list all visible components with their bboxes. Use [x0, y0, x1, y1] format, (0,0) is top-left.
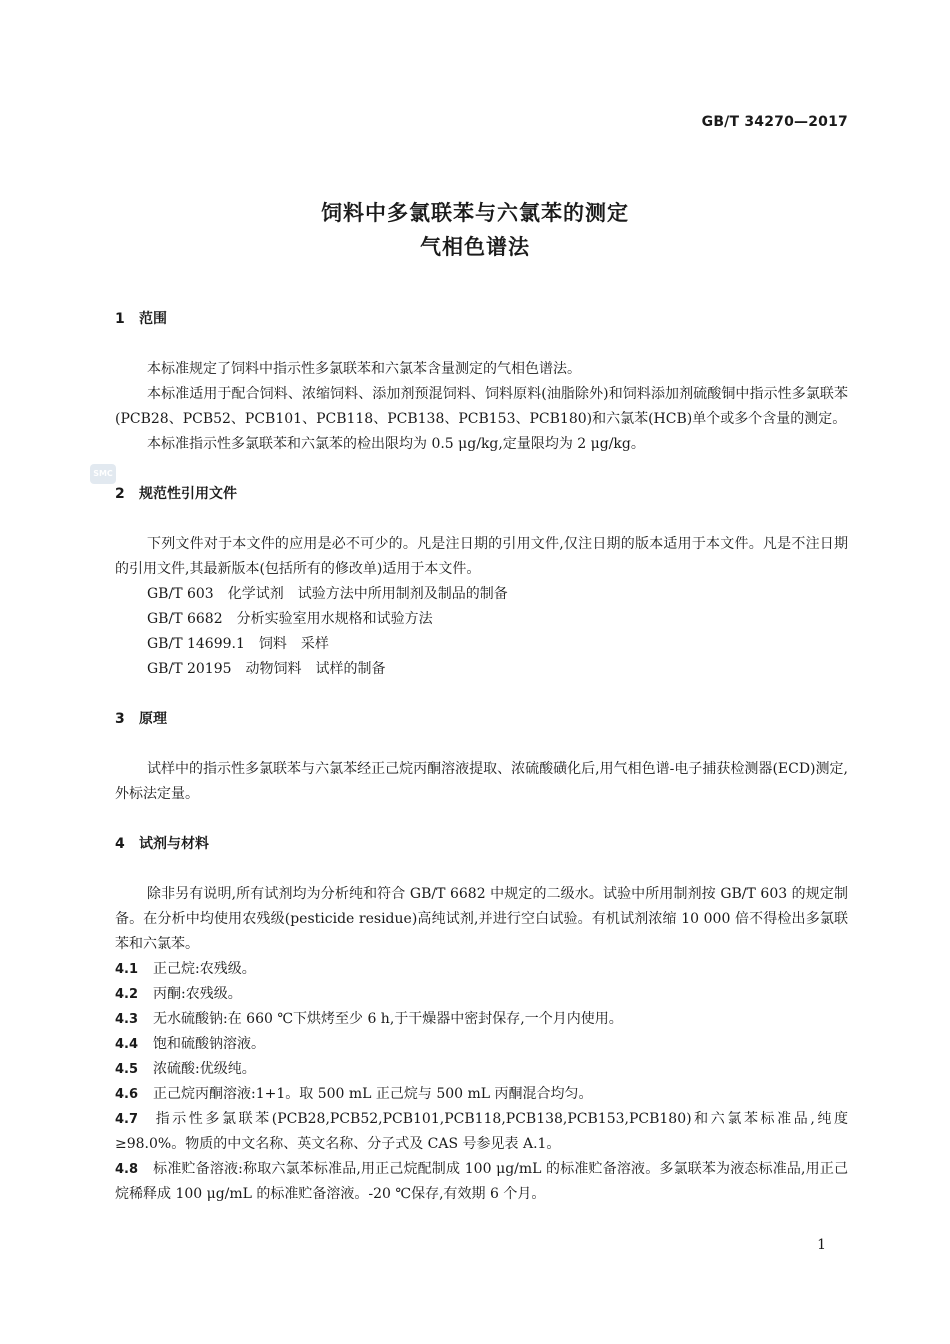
- paragraph: 本标准规定了饲料中指示性多氯联苯和六氯苯含量测定的气相色谱法。: [147, 361, 581, 377]
- section-number: 4: [115, 836, 125, 852]
- standard-code: GB/T 34270—2017: [701, 114, 848, 130]
- clause-text: 浓硫酸:优级纯。: [153, 1061, 256, 1077]
- clause-item: [115, 1107, 848, 1157]
- clause-number: 4.1: [115, 962, 139, 977]
- clause-text: 标准贮备溶液:称取六氯苯标准品,用正己烷配制成 100 μg/mL 的标准贮备溶液。多氯联苯为液态标准品,用正己烷稀释成 100 μg/mL 的标准贮备溶液。-20 ℃保存,有效期 6 个月。: [115, 1161, 848, 1202]
- clause-text: 正己烷:农残级。: [153, 961, 256, 977]
- reference-item: GB/T 20195 动物饲料 试样的制备: [147, 661, 386, 677]
- section-number: 3: [115, 711, 125, 727]
- clause-number: 4.4: [115, 1037, 139, 1052]
- paragraph: 本标准适用于配合饲料、浓缩饲料、添加剂预混饲料、饲料原料(油脂除外)和饲料添加剂硫酸铜中指示性多氯联苯(PCB28、PCB52、PCB101、PCB118、PCB138、PCB153、PCB180)和六氯苯(HCB)单个或多个含量的测定。: [115, 386, 848, 427]
- clause-item: [115, 1007, 848, 1032]
- document-subtitle: 气相色谱法: [420, 235, 530, 259]
- clause-item: [115, 1157, 848, 1207]
- clause-item: [115, 1057, 848, 1082]
- section-title: 试剂与材料: [139, 836, 209, 852]
- reference-item: GB/T 14699.1 饲料 采样: [147, 636, 329, 652]
- clause-number: 4.5: [115, 1062, 139, 1077]
- clause-text: 丙酮:农残级。: [153, 986, 242, 1002]
- page-number: 1: [817, 1237, 826, 1253]
- section-number: 2: [115, 486, 125, 502]
- reference-item: GB/T 6682 分析实验室用水规格和试验方法: [147, 611, 433, 627]
- section-heading-scope: [115, 307, 848, 332]
- clause-item: [115, 1082, 848, 1107]
- watermark-logo: SMC: [90, 464, 116, 484]
- section-number: 1: [115, 311, 125, 327]
- clause-number: 4.7: [115, 1112, 139, 1127]
- paragraph: 除非另有说明,所有试剂均为分析纯和符合 GB/T 6682 中规定的二级水。试验中所用制剂按 GB/T 603 的规定制备。在分析中均使用农残级(pesticide residue)高纯试剂,并进行空白试验。有机试剂浓缩 10 000 倍不得检出多氯联苯和六氯苯。: [115, 886, 848, 952]
- clause-number: 4.2: [115, 987, 139, 1002]
- reference-item: GB/T 603 化学试剂 试验方法中所用制剂及制品的制备: [147, 586, 508, 602]
- section-title: 原理: [139, 711, 167, 727]
- section-title: 范围: [139, 311, 167, 327]
- clause-number: 4.3: [115, 1012, 139, 1027]
- clause-item: [115, 1032, 848, 1057]
- document-title: 饲料中多氯联苯与六氯苯的测定: [321, 201, 629, 225]
- clause-text: 正己烷丙酮溶液:1+1。取 500 mL 正己烷与 500 mL 丙酮混合均匀。: [153, 1086, 593, 1102]
- clause-text: 无水硫酸钠:在 660 ℃下烘烤至少 6 h,于干燥器中密封保存,一个月内使用。: [153, 1011, 623, 1027]
- paragraph: 本标准指示性多氯联苯和六氯苯的检出限均为 0.5 μg/kg,定量限均为 2 μg/kg。: [147, 436, 645, 452]
- clause-text: 指示性多氯联苯(PCB28,PCB52,PCB101,PCB118,PCB138,PCB153,PCB180)和六氯苯标准品,纯度≥98.0%。物质的中文名称、英文名称、分子式及 CAS 号参见表 A.1。: [115, 1111, 848, 1152]
- section-heading-reagents: [115, 832, 848, 857]
- section-heading-principle: [115, 707, 848, 732]
- clause-number: 4.6: [115, 1087, 139, 1102]
- clause-item: [115, 957, 848, 982]
- clause-item: [115, 982, 848, 1007]
- clause-text: 饱和硫酸钠溶液。: [153, 1036, 265, 1052]
- section-title: 规范性引用文件: [139, 486, 237, 502]
- clause-number: 4.8: [115, 1162, 139, 1177]
- section-heading-normative-references: [115, 482, 848, 507]
- document-body: [115, 307, 848, 1207]
- paragraph: 下列文件对于本文件的应用是必不可少的。凡是注日期的引用文件,仅注日期的版本适用于本文件。凡是不注日期的引用文件,其最新版本(包括所有的修改单)适用于本文件。: [115, 536, 848, 577]
- paragraph: 试样中的指示性多氯联苯与六氯苯经正己烷丙酮溶液提取、浓硫酸磺化后,用气相色谱-电子捕获检测器(ECD)测定,外标法定量。: [115, 761, 848, 802]
